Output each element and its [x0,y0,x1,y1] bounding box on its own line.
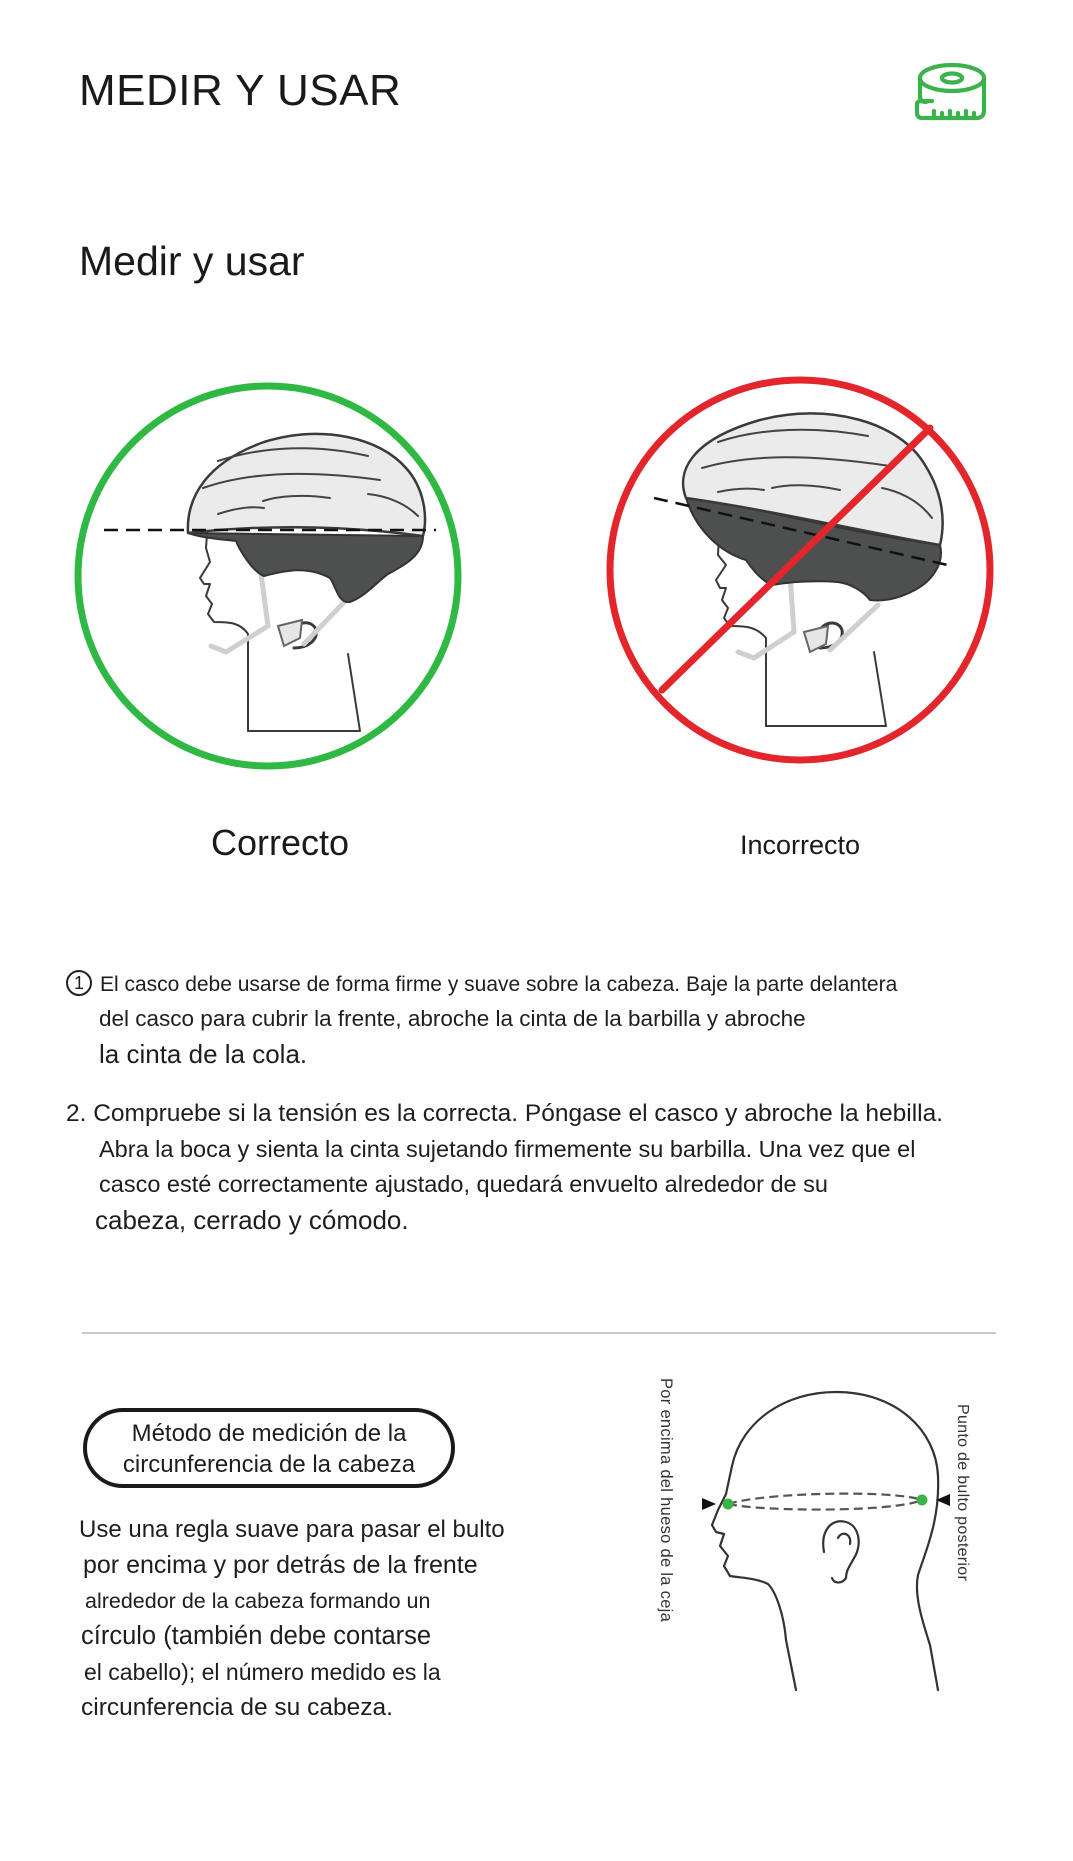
measuring-tape-icon [914,60,990,126]
correct-label: Correcto [211,822,350,863]
section-title: Medir y usar [79,238,305,284]
step-2-line-3: casco esté correctamente ajustado, quedará envuelto alrededor de su [99,1171,828,1197]
left-arrow-icon [702,1498,716,1510]
step-2-line-4: cabeza, cerrado y cómodo. [95,1205,409,1235]
method-body-line-1: Use una regla suave para pasar el bulto [79,1516,505,1543]
brow-point-marker [723,1499,734,1510]
method-title-box [83,1408,455,1488]
method-body-line-4: círculo (también debe contarse [81,1622,432,1650]
ear-icon [823,1521,858,1582]
back-point-marker [917,1495,928,1506]
incorrect-helmet-illustration [600,370,1000,770]
step-1-line-1: 1 El casco debe usarse de forma firme y suave sobre la cabeza. Baje la parte delantera [66,970,897,997]
method-body-line-2: por encima y por detrás de la frente [83,1551,478,1579]
step-2-line-1: 2. Compruebe si la tensión es la correcta. Póngase el casco y abroche la hebilla. [66,1100,944,1127]
section-divider [82,1332,996,1334]
head-measurement-diagram [646,1370,1006,1705]
back-point-label: Punto de bulto posterior [954,1404,971,1582]
step-1-number: 1 [66,970,92,996]
measuring-tape-line [728,1494,922,1510]
step-1-line-3: la cinta de la cola. [99,1039,308,1069]
step-2-line-2: Abra la boca y sienta la cinta sujetando firmemente su barbilla. Una vez que el [99,1136,916,1162]
method-body-line-3: alrededor de la cabeza formando un [85,1589,431,1613]
method-title-line-1: Método de medición de la [131,1420,407,1447]
brow-bone-label: Por encima del hueso de la ceja [657,1378,675,1623]
method-body-line-6: circunferencia de su cabeza. [81,1694,393,1721]
correct-helmet-illustration [68,376,468,776]
head-outline-icon [712,1392,938,1690]
incorrect-label: Incorrecto [740,830,861,860]
method-title-line-2: circunferencia de la cabeza [122,1451,416,1478]
step-1-line-2: del casco para cubrir la frente, abroche la cinta de la barbilla y abroche [99,1006,806,1031]
method-body-line-5: el cabello); el número medido es la [84,1659,441,1685]
page-title: MEDIR Y USAR [79,66,402,115]
